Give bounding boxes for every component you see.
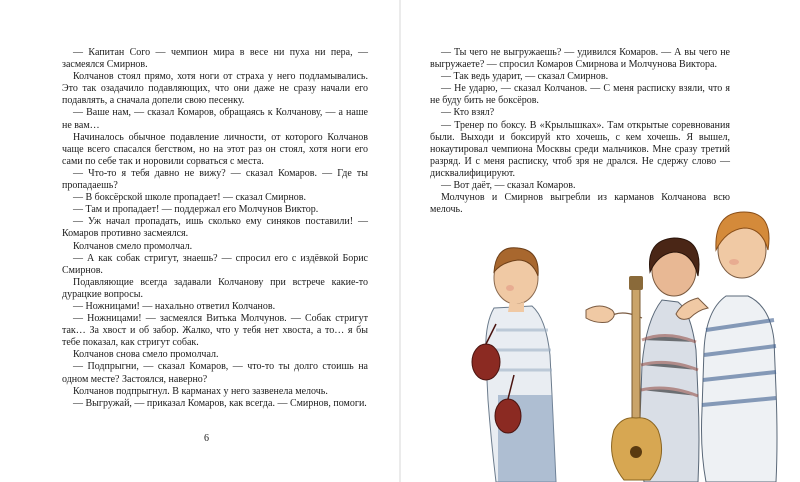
paragraph: — Уж начал пропадать, ишь сколько ему синяков поставили! — Комаров противно засмеялся. [62, 216, 368, 240]
paragraph: — Ваше нам, — сказал Комаров, обращаясь к Колчанову, — а наше не вам… [62, 107, 368, 131]
paragraph: Колчанов снова смело промолчал. [73, 349, 219, 361]
boys-illustration [436, 190, 800, 482]
paragraph: — Кто взял? [441, 107, 495, 119]
paragraph: — Там и пропадает! — поддержал его Молчунов Виктор. [73, 204, 319, 216]
paragraph: Колчанов подпрыгнул. В карманах у него зазвенела мелочь. [73, 385, 328, 397]
paragraph: — Ножницами! — нахально ответил Колчанов. [73, 300, 276, 312]
paragraph: — Так ведь ударит, — сказал Смирнов. [441, 71, 609, 83]
paragraph: — Ты чего не выгружаешь? — удивился Комаров. — А вы чего не выгружаете? — спросил Комаров Смирнова и Молчунова Виктора. [430, 47, 730, 71]
paragraph: — Капитан Сого — чемпион мира в весе ни пуха ни пера, — засмеялся Смирнов. [62, 47, 368, 71]
paragraph: — Вот даёт, — сказал Комаров. [441, 180, 576, 192]
paragraph: Молчунов и Смирнов выгребли из карманов Колчанова всю мелочь. [430, 192, 730, 216]
paragraph: — Выгружай, — приказал Комаров, как всегда. — Смирнов, помоги. [73, 397, 367, 409]
paragraph: — Ножницами! — засмеялся Витька Молчунов. — Собак стригут так… За хвост и об забор. Жалко, что у тебя нет хвоста, а то… я бы тебе показал, как стригут собак. [62, 313, 368, 349]
paragraph: Колчанов смело промолчал. [73, 240, 193, 252]
paragraph: Колчанов стоял прямо, хотя ноги от страха у него подламывались. Это так озадачило подавляющих, что они даже не сразу начали его подавлять, а сначала допели свою песенку. [62, 71, 368, 107]
page-number: 6 [204, 433, 209, 444]
paragraph: — Что-то я тебя давно не вижу? — сказал Комаров. — Где ты пропадаешь? [62, 167, 368, 192]
paragraph: Начиналось обычное подавление личности, от которого Колчанов чаще всего спасался бегством, но на этот раз он стоял, хотя ноги его сами по себе так и норовили сорваться с места. [62, 131, 368, 167]
paragraph: — Подпрыгни, — сказал Комаров, — что-то ты долго стоишь на одном месте? Застоялся, наверно? [62, 361, 368, 385]
kolchanov-figure [472, 248, 556, 482]
right-page [400, 0, 800, 482]
paragraph: — В боксёрской школе пропадает! — сказал Смирнов. [73, 192, 307, 204]
smirnov-figure [586, 238, 699, 482]
left-page-text [62, 47, 368, 410]
paragraph: — Тренер по боксу. В «Крылышках». Там открытые соревнования были. Выходи и боксируй кто хочешь, с кем хочешь. Я вышел, нокаутировал чемпиона Москвы среди мальчиков. Мне сразу третий разряд. И с меня расписку, чтоб зря не дрался. Не сдержу слово — дисквалифицируют. [430, 119, 730, 179]
paragraph: Подавляющие всегда задавали Колчанову при встрече какие-то дурацкие вопросы. [62, 276, 368, 300]
paragraph: — А как собак стригут, знаешь? — спросил его с издёвкой Борис Смирнов. [62, 252, 368, 276]
paragraph: — Не ударю, — сказал Колчанов. — С меня расписку взяли, что я не буду бить не боксёров. [430, 83, 730, 107]
